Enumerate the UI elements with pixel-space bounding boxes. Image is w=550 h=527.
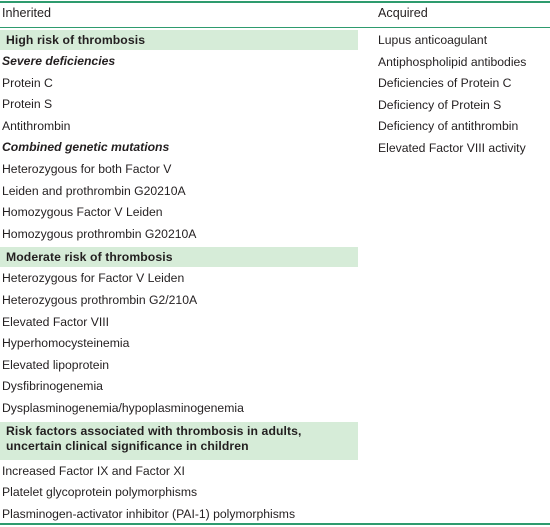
list-item: Deficiency of Protein S — [378, 97, 502, 112]
section-high-risk: High risk of thrombosis — [0, 30, 358, 50]
section-title-line: Risk factors associated with thrombosis in adults, — [6, 423, 302, 438]
header-inherited: Inherited — [2, 6, 52, 20]
table-bottom-rule — [0, 523, 550, 525]
list-item: Elevated lipoprotein — [2, 357, 110, 372]
header-acquired: Acquired — [378, 6, 428, 20]
list-item: Elevated Factor VIII — [2, 314, 110, 329]
list-item: Deficiency of antithrombin — [378, 119, 519, 134]
list-item: Leiden and prothrombin G20210A — [2, 183, 186, 198]
table-top-rule — [0, 1, 550, 3]
section-uncertain-significance — [0, 422, 358, 460]
list-item: Heterozygous for both Factor V — [2, 161, 172, 176]
subheading-severe-deficiencies: Severe deficiencies — [2, 54, 116, 68]
list-item: Protein C — [2, 75, 53, 90]
list-item: Increased Factor IX and Factor XI — [2, 463, 185, 478]
subheading-combined-mutations: Combined genetic mutations — [2, 140, 170, 155]
list-item: Antiphospholipid antibodies — [378, 54, 527, 69]
list-item: Lupus anticoagulant — [378, 33, 488, 47]
acquired-column — [378, 28, 548, 160]
list-item: Antithrombin — [2, 118, 71, 133]
list-item: Hyperhomocysteinemia — [2, 336, 130, 351]
list-item: Homozygous prothrombin G20210A — [2, 226, 197, 241]
section-title-line: uncertain clinical significance in children — [6, 438, 249, 453]
list-item: Deficiencies of Protein C — [378, 76, 512, 91]
inherited-column — [0, 28, 370, 525]
list-item: Dysfibrinogenemia — [2, 379, 103, 394]
list-item: Dysplasminogenemia/hypoplasminogenemia — [2, 400, 244, 415]
list-item: Homozygous Factor V Leiden — [2, 205, 163, 220]
list-item: Heterozygous for Factor V Leiden — [2, 271, 185, 286]
section-moderate-risk: Moderate risk of thrombosis — [0, 247, 358, 267]
list-item: Protein S — [2, 97, 53, 112]
list-item: Heterozygous prothrombin G2/210A — [2, 292, 198, 307]
list-item: Elevated Factor VIII activity — [378, 140, 526, 155]
list-item: Plasminogen-activator inhibitor (PAI-1) polymorphisms — [2, 506, 296, 521]
list-item: Platelet glycoprotein polymorphisms — [2, 485, 198, 500]
